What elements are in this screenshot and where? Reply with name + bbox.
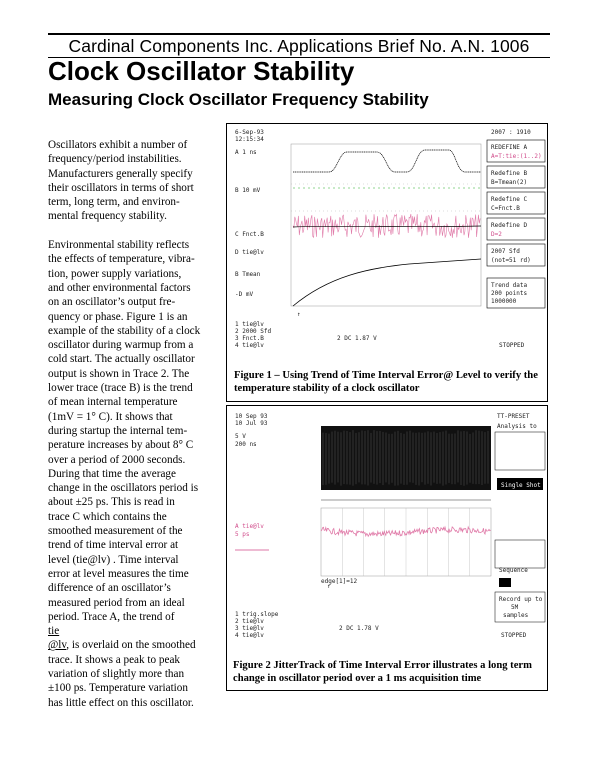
scope-readout: 1 tie@lv bbox=[235, 321, 264, 328]
text-line: cold start. The actually oscillator bbox=[48, 353, 195, 366]
scope-grid-frame bbox=[291, 144, 481, 306]
paragraph-intro bbox=[48, 138, 220, 224]
menu-label: A=T:tie:(1..2) bbox=[491, 153, 542, 160]
text-line: mental frequency stability. bbox=[48, 210, 167, 223]
scope-label: B Tmean bbox=[235, 271, 261, 278]
scope-top-right: TT-PRESET bbox=[497, 413, 530, 420]
brief-header: Cardinal Components Inc. Applications Brief No. A.N. 1006 bbox=[68, 36, 530, 56]
paragraph-environmental bbox=[48, 238, 220, 710]
scope-label: 200 ns bbox=[235, 441, 257, 448]
tie-link-cont[interactable]: @lv bbox=[48, 639, 67, 652]
text-line: the effects of temperature, vibra- bbox=[48, 253, 195, 266]
trace-a-trend-tie bbox=[293, 150, 481, 172]
scope-footer-mid: 2 DC 1.87 V bbox=[337, 335, 377, 342]
text-fragment: , is overlaid on the smoothed bbox=[66, 639, 196, 652]
oscilloscope-screen-1 bbox=[229, 126, 547, 366]
menu-label: 2007 Sfd bbox=[491, 248, 520, 255]
text-line: difference of an oscillator’s bbox=[48, 582, 171, 595]
menu-label: 5M bbox=[511, 604, 519, 611]
menu-label: Redefine B bbox=[491, 170, 528, 177]
menu-label: 200 points bbox=[491, 290, 528, 297]
menu-label: Redefine D bbox=[491, 222, 528, 229]
menu-label: D=2 bbox=[491, 231, 502, 238]
scope-readout: 3 Fnct.B bbox=[235, 335, 264, 342]
menu-label: Single Shot bbox=[501, 482, 541, 489]
text-line: change in the oscillators period is bbox=[48, 482, 199, 495]
text-line: measured period from an ideal bbox=[48, 596, 185, 609]
text-line: trace C which contains the bbox=[48, 510, 167, 523]
text-line: level (tie@lv) . Time interval bbox=[48, 553, 179, 566]
text-line: ±100 ps. Temperature variation bbox=[48, 682, 188, 695]
text-line: and other environmental factors bbox=[48, 281, 191, 294]
scope-label: 5 V bbox=[235, 433, 246, 440]
scope-bottom-text: edge[1]=12 bbox=[321, 578, 358, 585]
text-line: example of the stability of a clock bbox=[48, 324, 201, 337]
menu-label: samples bbox=[503, 612, 529, 619]
text-line bbox=[48, 638, 220, 652]
text-line: frequency/period instabilities. bbox=[48, 153, 182, 166]
tie-link[interactable]: tie bbox=[48, 625, 60, 638]
scope-stopped: STOPPED bbox=[501, 632, 527, 639]
text-line: error at level measures the time bbox=[48, 567, 189, 580]
text-line: oscillator during warmup from a bbox=[48, 339, 194, 352]
scope-label: A tie@lv bbox=[235, 523, 264, 530]
scope-readout: 2 tie@lv bbox=[235, 618, 264, 625]
scope-label: 10 Jul 93 bbox=[235, 420, 268, 427]
text-line bbox=[48, 624, 220, 638]
text-line: over a period of 2000 seconds. bbox=[48, 453, 186, 466]
text-line: trace. It shows a peak to peak bbox=[48, 653, 181, 666]
text-line: of mean internal temperature bbox=[48, 396, 178, 409]
oscilloscope-screen-2 bbox=[229, 408, 547, 656]
scope-readout: 4 tie@lv bbox=[235, 342, 264, 349]
text-line: term, long term, and environ- bbox=[48, 196, 180, 209]
scope-stopped: STOPPED bbox=[499, 342, 525, 349]
menu-label: Record up to bbox=[499, 596, 543, 603]
menu-label: Trend data bbox=[491, 282, 528, 289]
scope-readout: 2 2000 Sfd bbox=[235, 328, 272, 335]
body-text-column bbox=[48, 138, 220, 724]
drift-path bbox=[321, 527, 491, 536]
dense-waveform-block bbox=[321, 426, 491, 490]
scope-date: 6-Sep-93 bbox=[235, 129, 264, 136]
scope-top-left: 10 Sep 93 bbox=[235, 413, 268, 420]
page-title: Clock Oscillator Stability bbox=[48, 56, 355, 86]
text-line: about ±25 ps. This is read in bbox=[48, 496, 175, 509]
figure-2 bbox=[226, 405, 548, 691]
scope-readout: 3 tie@lv bbox=[235, 625, 264, 632]
scope-label: -D mV bbox=[235, 291, 254, 298]
menu-label: Sequence bbox=[499, 567, 528, 574]
text-line: during startup the internal tem- bbox=[48, 424, 188, 437]
scope-footer-mid: 2 DC 1.78 V bbox=[339, 625, 379, 632]
menu-label: REDEFINE A bbox=[491, 144, 528, 151]
text-line: smoothed measurement of the bbox=[48, 525, 183, 538]
menu-label: Redefine C bbox=[491, 196, 528, 203]
menu-label: Analysis to bbox=[497, 423, 537, 430]
trace-2-oscillator-output bbox=[293, 214, 481, 238]
trace-b-temperature bbox=[293, 259, 481, 306]
text-line: has little effect on this oscillator. bbox=[48, 696, 194, 709]
menu-label: (not=51 rd) bbox=[491, 257, 531, 264]
text-line: variation of slightly more than bbox=[48, 667, 185, 680]
text-line: output is shown in Trace 2. The bbox=[48, 367, 190, 380]
menu-box[interactable] bbox=[495, 540, 545, 568]
grid-lines bbox=[342, 508, 470, 576]
scope-label: C Fnct.B bbox=[235, 231, 264, 238]
text-line: Manufacturers generally specify bbox=[48, 167, 193, 180]
header-rule-top bbox=[48, 33, 550, 35]
figure-1-caption: Figure 1 – Using Trend of Time Interval Error@ Level to verify the temperature stability of a clock oscillator bbox=[234, 370, 538, 394]
text-line: (1mV = 1° C). It shows that bbox=[48, 410, 173, 423]
scope-label: D tie@lv bbox=[235, 249, 264, 256]
text-line: perature increases by about 8° C bbox=[48, 439, 194, 452]
text-line: tion, power supply variations, bbox=[48, 267, 182, 280]
text-line: on an oscillator’s output fre- bbox=[48, 296, 176, 309]
trace-c-smoothed bbox=[293, 226, 481, 227]
figure-2-caption: Figure 2 JitterTrack of Time Interval Error illustrates a long term change in oscillator period over a 1 ms acquisition time bbox=[233, 660, 532, 684]
text-line: lower trace (trace B) is the trend bbox=[48, 382, 193, 395]
menu-label: B=Tmean(2) bbox=[491, 179, 528, 186]
page-subtitle: Measuring Clock Oscillator Frequency Stability bbox=[48, 90, 429, 109]
text-line: trend of time interval error at bbox=[48, 539, 179, 552]
scope-readout: 1 trig.slope bbox=[235, 611, 279, 618]
scope-label: 5 ps bbox=[235, 531, 250, 538]
scope-label: A 1 ns bbox=[235, 149, 257, 156]
text-line: During that time the average bbox=[48, 467, 176, 480]
figure-1 bbox=[226, 123, 548, 402]
text-line: period. Trace A, the trend of bbox=[48, 610, 175, 623]
noise-path bbox=[293, 214, 480, 238]
scope-time: 12:15:34 bbox=[235, 136, 264, 143]
scope-label: B 10 mV bbox=[235, 187, 261, 194]
text-line: Oscillators exhibit a number of bbox=[48, 139, 188, 151]
toggle-on[interactable] bbox=[499, 578, 511, 587]
trace-tie-drift bbox=[321, 527, 491, 536]
scope-right-top: 2007 : 1910 bbox=[491, 129, 531, 136]
text-line: Environmental stability reflects bbox=[48, 239, 190, 252]
scope-arrow: ↑ bbox=[297, 311, 301, 318]
scope-arrow: ↑ bbox=[327, 583, 331, 590]
menu-label: 1000000 bbox=[491, 298, 517, 305]
menu-box[interactable] bbox=[495, 432, 545, 470]
text-line: quency or phase. Figure 1 is an bbox=[48, 310, 188, 323]
text-line: their oscillators in terms of short bbox=[48, 181, 194, 194]
menu-label: C=Fnct.B bbox=[491, 205, 520, 212]
scope-readout: 4 tie@lv bbox=[235, 632, 264, 639]
